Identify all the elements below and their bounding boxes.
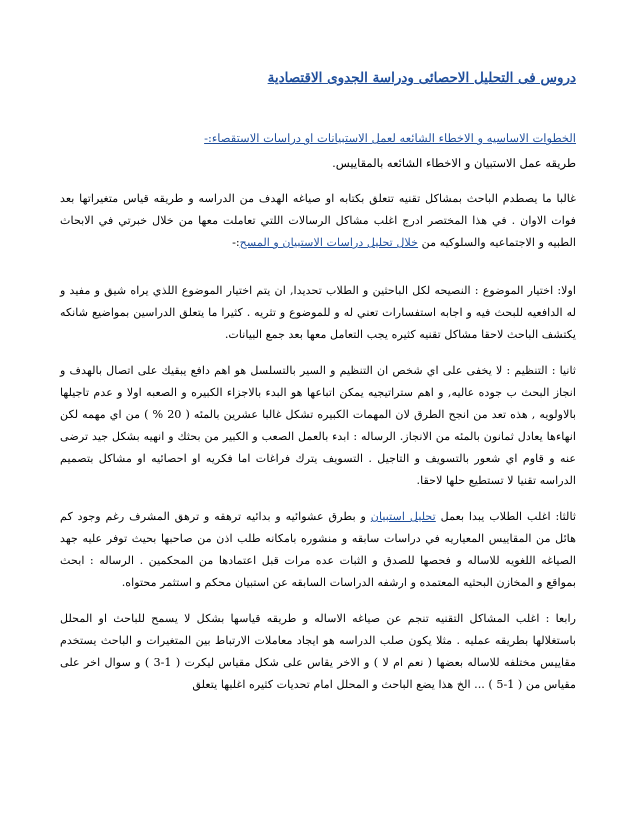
page-title: دروس فى التحليل الاحصائى ودراسة الجدوى الاقتصادية <box>267 70 576 86</box>
paragraph-fourth: رابعا : اغلب المشاكل التقنيه تنجم عن صياغه الاساله و طريقه قياسها بشكل لا يسمح للباحث او المحلل باستغلالها بطريقه عمليه . مثلا يكون صلب الدراسه هو ايجاد معاملات الارتباط بين المتغيرات و الباحث يستخدم مقاييس مختلفه للاساله بعضها ( نعم ام لا ) و الاخر يقاس على شكل مقياس ليكرت ( 1-3 ) و سوال اخر على مقياس من ( 1-5 ) ... الخ هذا يضع الباحث و المحلل امام تحديات كثيره اغلبها يتعلق <box>60 612 576 691</box>
intro-paragraph <box>60 188 576 254</box>
steps-subtitle: طريقه عمل الاستبيان و الاخطاء الشائعه بالمقاييس. <box>332 156 576 170</box>
third-text-end: و بطرق عشوائيه و بدائيه ترهقه و ترهق المشرف رغم وجود كم هائل من المقاييس المعياريه في دراسات سابقه و منشوره بامكانه طلب اذن من صاحبها بحيث توفر عليه جهد الصياغه اللغويه للاساله و فحصها للصدق و الثبات عده مرات قبل اعتمادها من المحكمين . الرساله : ابحث بمواقع و المخازن البحثيه المعتمده و ارشفه الدراسات السابقه عن استبيان محكم و استثمر محتواه. <box>60 510 576 589</box>
intro-link[interactable]: خلال تحليل دراسات الاستبيان و المسح <box>239 236 419 249</box>
third-link[interactable]: تحليل استبيان <box>370 510 436 523</box>
intro-text-end: :- <box>232 236 240 249</box>
paragraph-second: ثانيا : التنظيم : لا يخفى على اي شخص ان التنظيم و السير بالتسلسل هو اهم دافع يبقيك على اتصال بالهدف و انجاز البحث ب جوده عاليه, و اهم ستراتيجيه يمكن اتباعها هو البدء بالاجزاء الكبيره و الصعبه اولا و عدم تاجيلها بالاولويه , هذه تعد من انجح الطرق لان المهمات الكبيره تشكل غالبا عشرين بالمئه ( 20 % ) من اي مهمه لكن انهاءها يعادل ثمانون بالمئه من الانجاز. الرساله : ابدء بالعمل الصعب و الكبير من بحثك و انهيه بشكل جيد ترضى عنه و قاوم اي شعور بالتسويف و التاجيل . التسويف يترك فراغات اما فكريه او احصائيه او مشاكل بتصميم الدراسه تقنيا لا تستطيع حلها لاحقا. <box>60 364 576 487</box>
document-body <box>60 0 576 707</box>
intro-text: غالبا ما يصطدم الباحث بمشاكل تقنيه تتعلق بكتابه او صياغه الهدف من الدراسه و طريقه قياس متغيراتها بعد فوات الاوان . في هذا المختصر ادرج اغلب مشاكل الرسالات اللتي تعاملت معها من خلال خبرتي في الابحاث الطبيه و الاجتماعيه والسلوكيه من <box>60 192 576 249</box>
title-wrap <box>60 70 576 86</box>
paragraph-third <box>60 506 576 594</box>
steps-heading: الخطوات الاساسيه و الاخطاء الشائعه لعمل الاستبيانات او دراسات الاستقصاء:- <box>204 131 576 145</box>
third-text: ثالثا: اغلب الطلاب يبدا بعمل <box>435 510 576 523</box>
paragraph-first: اولا: اختيار الموضوع : النصيحه لكل الباحثين و الطلاب تحديدا, ان يتم اختيار الموضوع اللذي يراه شيق و مفيد و له الدافعيه للبحث فيه و اجابه استفسارات تعني له و للموضوع و تثريه . كثيرا ما يتعلق الدراسين بمواضيع شانكه يكتشف الباحث لاحقا مشاكل تقنيه كثيره يجب التعامل معها بعد جمع البيانات. <box>60 284 576 341</box>
